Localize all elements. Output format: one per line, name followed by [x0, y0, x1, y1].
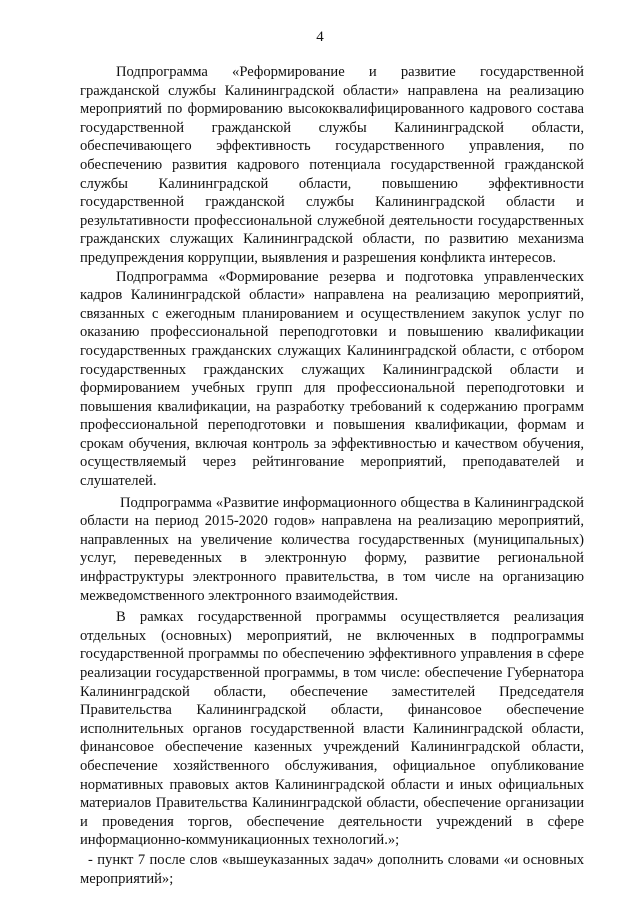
paragraph-civil-service-subprogram: Подпрограмма «Реформирование и развитие государственной гражданской службы Калининградской области» направлена на реализацию мероприятий по формированию высококвалифицированного кадрового состава государственной гражданской службы Калининградской области, обеспечивающего эффективность государственного управления, по обеспечению развития кадрового потенциала государственной гражданской службы Калининградской области, повышению эффективности государственной гражданской службы Калининградской области и результативности профессиональной служебной деятельности государственных гражданских служащих Калининградской области, по развитию механизма предупреждения коррупции, выявления и разрешения конфликта интересов.: [80, 64, 584, 266]
document-body: [80, 63, 584, 888]
page-number: 4: [316, 29, 324, 45]
paragraph-reserve-training-subprogram: Подпрограмма «Формирование резерва и подготовка управленческих кадров Калининградской области» направлена на реализацию мероприятий, связанных с ежегодным планированием и осуществлением закупок услуг по оказанию профессиональной переподготовки и повышению квалификации государственных гражданских служащих Калининградской области, с отбором государственных гражданских служащих Калининградской области и формированием учебных групп для профессиональной переподготовки и повышения квалификации, на разработку требований к содержанию программ профессиональной переподготовки и повышения квалификации, формам и срокам обучения, включая контроль за эффективностью и качеством обучения, осуществляемый через рейтингование мероприятий, преподавателей и слушателей.: [80, 268, 584, 490]
paragraph-item-7-amendment: - пункт 7 после слов «вышеуказанных задач» дополнить словами «и основных мероприятий»;: [80, 851, 584, 887]
paragraph-information-society-subprogram: Подпрограмма «Развитие информационного общества в Калининградской области на период 2015-2020 годов» направлена на реализацию мероприятий, направленных на увеличение количества государственных (муниципальных) услуг, переведенных в электронную форму, развитие региональной инфраструктуры электронного правительства, в том числе на организацию межведомственного электронного взаимодействия.: [80, 494, 584, 604]
paragraph-separate-activities: В рамках государственной программы осуществляется реализация отдельных (основных) мероприятий, не включенных в подпрограммы государственной программы по обеспечению эффективного управления в сфере реализации государственной программы, в том числе: обеспечение Губернатора Калининградской области, обеспечение заместителей Председателя Правительства Калининградской области, финансовое обеспечение исполнительных органов государственной власти Калининградской области, финансовое обеспечение казенных учреждений Калининградской области, обеспечение хозяйственного обслуживания, официальное опубликование нормативных правовых актов Калининградской области и иных официальных материалов Правительства Калининградской области, обеспечение организации и проведения торгов, обеспечение деятельности учреждений в сфере информационно-коммуникационных технологий.»;: [80, 609, 584, 849]
